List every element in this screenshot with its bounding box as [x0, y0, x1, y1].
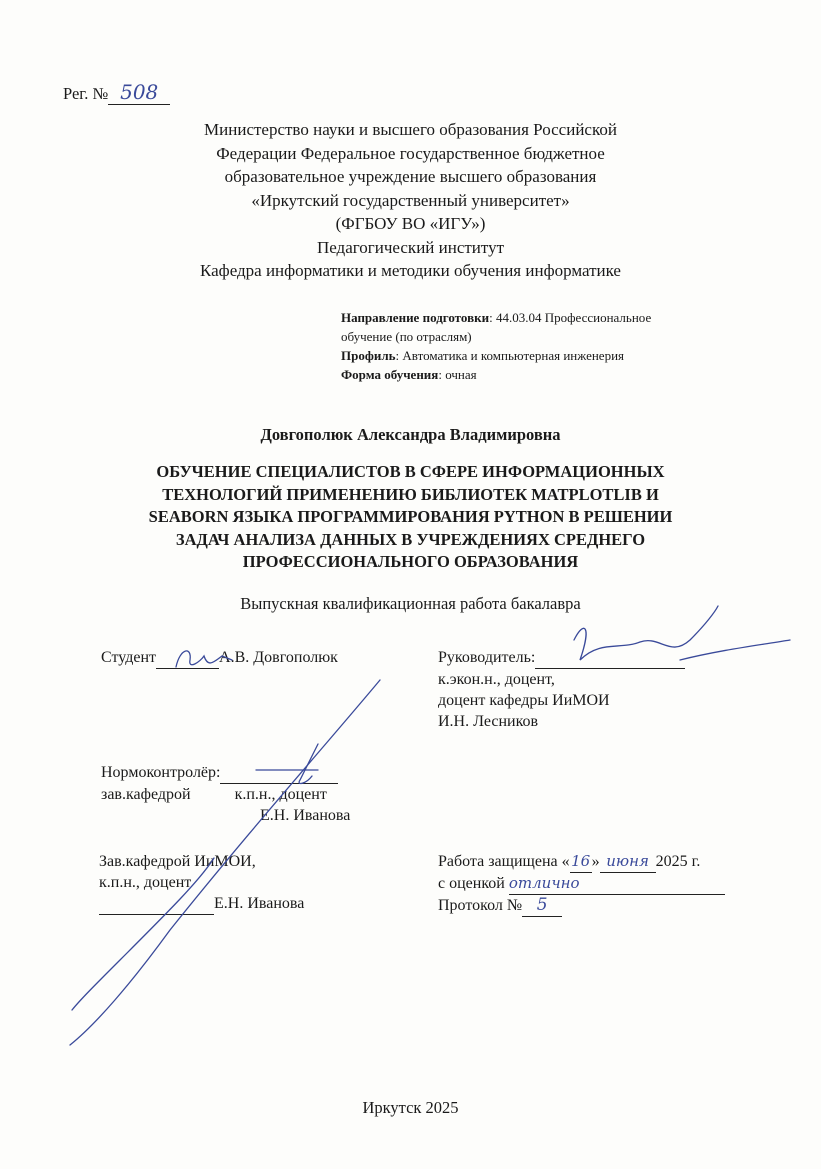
reg-label: Рег. №: [63, 84, 109, 103]
student-label: Студент: [101, 649, 157, 666]
head-name: Е.Н. Иванова: [214, 895, 305, 912]
head-degree: к.п.н., доцент: [99, 874, 192, 891]
ministry-line: образовательное учреждение высшего образования: [224, 167, 597, 186]
title-line: ТЕХНОЛОГИЙ ПРИМЕНЕНИЮ БИБЛИОТЕК MATPLOTLIB И: [162, 484, 659, 504]
grade-value: отлично: [508, 874, 580, 892]
direction-label: Направление подготовки: [341, 310, 490, 325]
profile-value: : Автоматика и компьютерная инженерия: [395, 348, 625, 363]
institution-header: [0, 118, 821, 283]
normcontrol-degree: к.п.н., доцент: [234, 786, 327, 803]
title-line: ЗАДАЧ АНАЛИЗА ДАННЫХ В УЧРЕЖДЕНИЯХ СРЕДНЕГО: [175, 529, 646, 549]
reg-number-line: [63, 80, 170, 105]
study-parameters: [341, 308, 651, 384]
title-line: ОБУЧЕНИЕ СПЕЦИАЛИСТОВ В СФЕРЕ ИНФОРМАЦИОННЫХ: [156, 462, 665, 481]
normcontrol-name: Е.Н. Иванова: [260, 807, 351, 824]
head-block: [99, 851, 304, 915]
city-year: Иркутск 2025: [362, 1098, 459, 1117]
profile-label: Профиль: [341, 348, 396, 363]
defense-month: июня: [606, 852, 649, 870]
defense-block: [438, 851, 725, 917]
head-label: Зав.кафедрой ИиМОИ,: [99, 853, 256, 870]
protocol-label: Протокол №: [438, 897, 523, 914]
form-value: : очная: [438, 367, 477, 382]
defense-day: 16: [571, 852, 591, 870]
ministry-line: Кафедра информатики и методики обучения информатике: [200, 261, 621, 280]
direction-value-cont: обучение (по отраслям): [341, 329, 472, 344]
reg-number: 508: [120, 80, 159, 104]
supervisor-label: Руководитель:: [438, 649, 536, 666]
ministry-line: Федерации Федеральное государственное бюджетное: [216, 143, 605, 163]
ministry-line: (ФГБОУ ВО «ИГУ»): [335, 214, 486, 233]
supervisor-block: [438, 647, 685, 732]
direction-value: : 44.03.04 Профессиональное: [489, 310, 652, 325]
normcontrol-label: Нормоконтролёр:: [101, 764, 221, 781]
normcontrol-block: [101, 762, 350, 826]
supervisor-name: И.Н. Лесников: [438, 713, 539, 730]
title-line: ПРОФЕССИОНАЛЬНОГО ОБРАЗОВАНИЯ: [242, 552, 579, 571]
ministry-line: Министерство науки и высшего образования Российской: [204, 120, 617, 139]
author-name: Довгополюк Александра Владимировна: [260, 425, 561, 444]
student-signature-line: [101, 647, 338, 669]
protocol-number: 5: [536, 895, 548, 915]
defense-year: 2025 г.: [655, 853, 701, 870]
grade-label: с оценкой: [438, 875, 505, 892]
title-line: SEABORN ЯЗЫКА ПРОГРАММИРОВАНИЯ PYTHON В РЕШЕНИИ: [148, 507, 673, 526]
supervisor-position: доцент кафедры ИиМОИ: [438, 692, 610, 709]
form-label: Форма обучения: [341, 367, 439, 382]
ministry-line: Педагогический институт: [316, 237, 505, 257]
ministry-line: «Иркутский государственный университет»: [251, 190, 570, 210]
work-type: Выпускная квалификационная работа бакалавра: [240, 594, 581, 613]
student-name: А.В. Довгополюк: [219, 649, 338, 666]
normcontrol-role: зав.кафедрой: [101, 786, 191, 803]
defense-label: Работа защищена «: [438, 853, 570, 870]
thesis-title: [0, 461, 821, 574]
supervisor-degree: к.экон.н., доцент,: [438, 671, 555, 688]
defense-quote: »: [591, 853, 600, 870]
